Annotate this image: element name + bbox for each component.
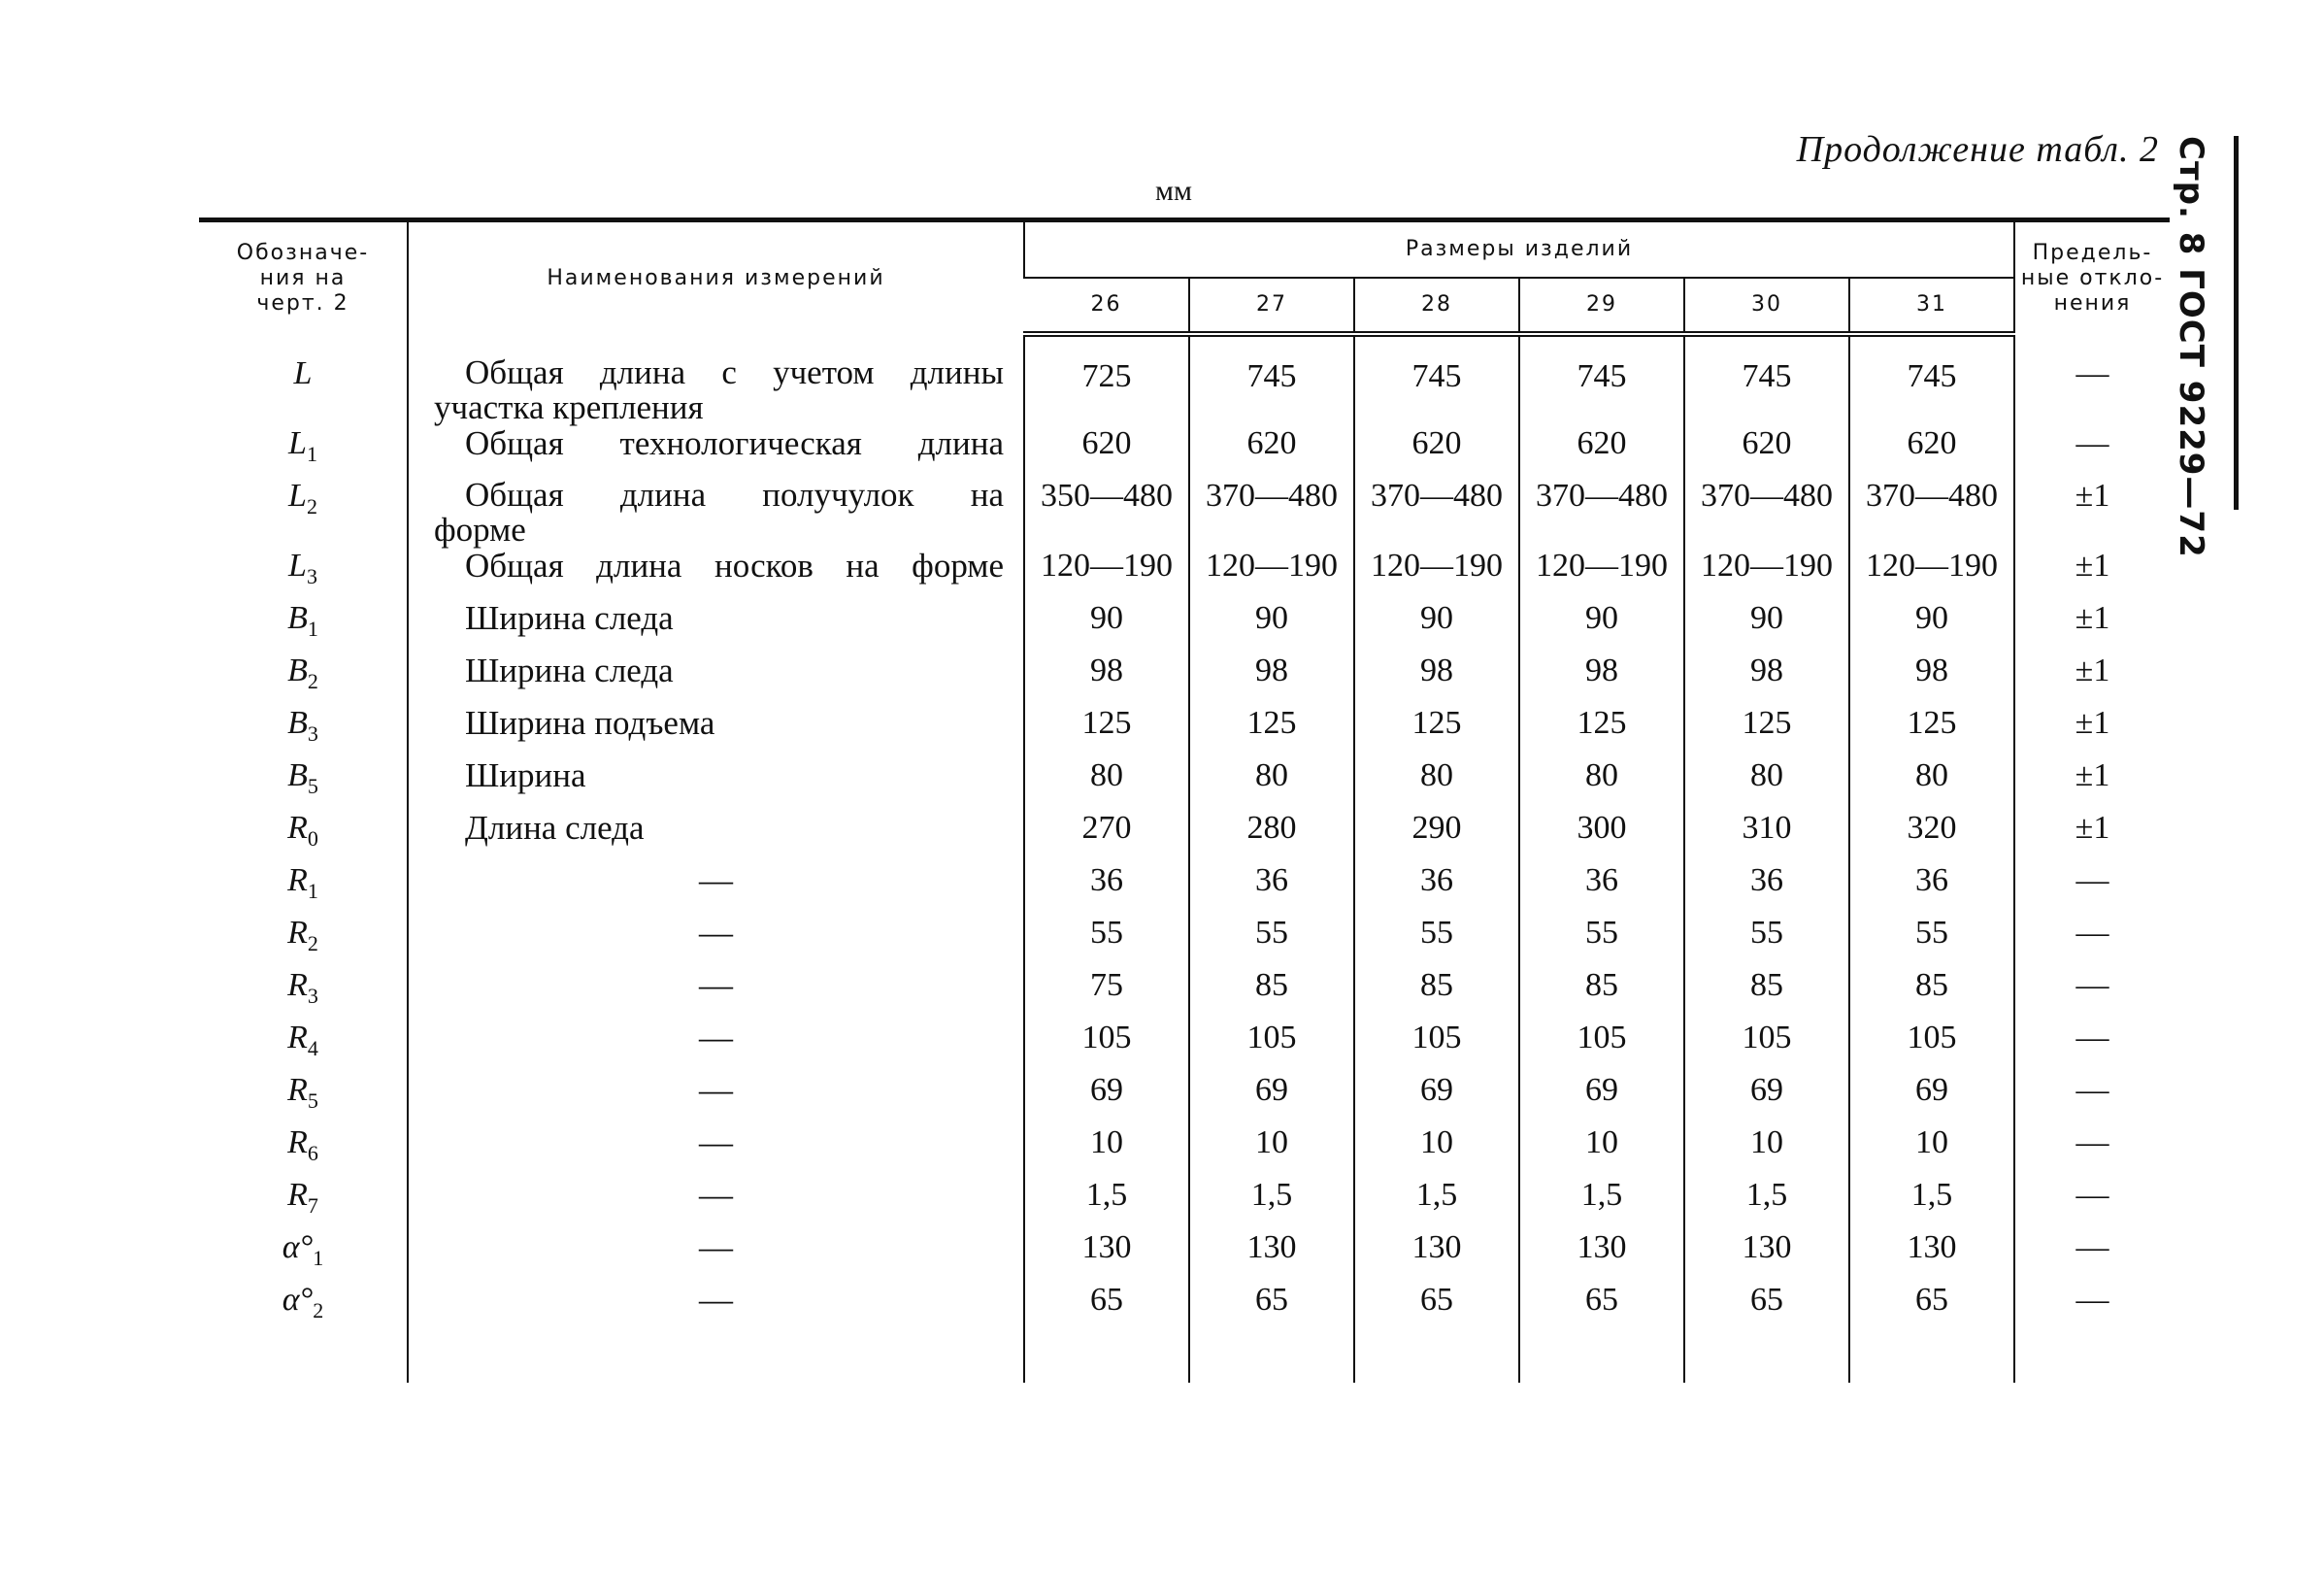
table-body bbox=[199, 334, 2170, 1383]
measurement-name-cell bbox=[408, 600, 1024, 653]
size-value-cell: 370—480 bbox=[1519, 478, 1684, 548]
tolerance-cell: — bbox=[2014, 967, 2170, 1020]
designation-index: 1 bbox=[307, 878, 318, 903]
table-row bbox=[199, 1020, 2170, 1072]
size-value-cell: 620 bbox=[1024, 425, 1189, 478]
designation-symbol: α° bbox=[282, 1229, 314, 1265]
designation-symbol: R bbox=[287, 1177, 308, 1213]
designation-index: 1 bbox=[307, 616, 318, 641]
tolerance-cell: — bbox=[2014, 1020, 2170, 1072]
table-row bbox=[199, 334, 2170, 425]
header-size: 28 bbox=[1354, 278, 1519, 334]
size-value-cell: 85 bbox=[1849, 967, 2014, 1020]
designation-cell bbox=[199, 757, 408, 810]
size-value-cell: 370—480 bbox=[1189, 478, 1354, 548]
designation-cell bbox=[199, 1072, 408, 1124]
table-row bbox=[199, 1282, 2170, 1334]
header-tolerance bbox=[2014, 220, 2170, 335]
size-value-cell: 620 bbox=[1354, 425, 1519, 478]
size-value-cell: 745 bbox=[1849, 334, 2014, 425]
size-value-cell: 55 bbox=[1189, 915, 1354, 967]
table-row bbox=[199, 967, 2170, 1020]
size-value-cell: 130 bbox=[1024, 1229, 1189, 1282]
empty-cell bbox=[1519, 1334, 1684, 1383]
header-designation-line: Обозначе- bbox=[236, 240, 370, 265]
designation-symbol: R bbox=[287, 1124, 308, 1160]
designation-symbol: B bbox=[287, 600, 308, 636]
size-value-cell: 280 bbox=[1189, 810, 1354, 862]
header-size: 26 bbox=[1024, 278, 1189, 334]
size-value-cell: 90 bbox=[1189, 600, 1354, 653]
unit-label: мм bbox=[1155, 175, 1192, 207]
designation-symbol: R bbox=[287, 915, 308, 951]
size-value-cell: 125 bbox=[1684, 705, 1849, 757]
designation-cell bbox=[199, 478, 408, 548]
size-value-cell: 55 bbox=[1354, 915, 1519, 967]
size-value-cell: 75 bbox=[1024, 967, 1189, 1020]
measurement-name: — bbox=[699, 861, 733, 899]
measurement-name-cell bbox=[408, 1177, 1024, 1229]
size-value-cell: 80 bbox=[1684, 757, 1849, 810]
tolerance-cell: — bbox=[2014, 1124, 2170, 1177]
designation-symbol: R bbox=[287, 1072, 308, 1108]
designation-symbol: R bbox=[287, 967, 308, 1003]
size-value-cell: 98 bbox=[1354, 653, 1519, 705]
designation-index: 2 bbox=[313, 1297, 324, 1322]
size-value-cell: 620 bbox=[1189, 425, 1354, 478]
standard-reference: Стр. 8 ГОСТ 9229—72 bbox=[2172, 136, 2210, 558]
measurement-name: Ширина bbox=[465, 756, 586, 794]
size-value-cell: 90 bbox=[1354, 600, 1519, 653]
size-value-cell: 105 bbox=[1024, 1020, 1189, 1072]
designation-symbol: R bbox=[287, 1020, 308, 1055]
size-value-cell: 36 bbox=[1684, 862, 1849, 915]
size-value-cell: 90 bbox=[1684, 600, 1849, 653]
size-value-cell: 36 bbox=[1024, 862, 1189, 915]
header-tolerance-line: ные откло- bbox=[2020, 265, 2165, 290]
measurement-name: Ширина следа bbox=[465, 599, 674, 637]
empty-cell bbox=[1849, 1334, 2014, 1383]
designation-index: 6 bbox=[307, 1140, 318, 1165]
measurement-name-cell bbox=[408, 967, 1024, 1020]
side-rule bbox=[2234, 136, 2239, 510]
tolerance-cell: — bbox=[2014, 1177, 2170, 1229]
designation-index: 2 bbox=[307, 930, 318, 955]
table-row bbox=[199, 915, 2170, 967]
empty-cell bbox=[2014, 1334, 2170, 1383]
empty-cell bbox=[1354, 1334, 1519, 1383]
designation-index: 5 bbox=[307, 773, 318, 798]
designation-cell bbox=[199, 548, 408, 600]
size-value-cell: 120—190 bbox=[1684, 548, 1849, 600]
size-value-cell: 69 bbox=[1684, 1072, 1849, 1124]
table-caption: Продолжение табл. 2 bbox=[1796, 129, 2159, 170]
size-value-cell: 370—480 bbox=[1849, 478, 2014, 548]
designation-symbol: B bbox=[287, 757, 308, 793]
designation-index: 0 bbox=[307, 825, 318, 851]
size-value-cell: 120—190 bbox=[1189, 548, 1354, 600]
size-value-cell: 69 bbox=[1189, 1072, 1354, 1124]
designation-symbol: L bbox=[293, 355, 313, 391]
size-value-cell: 725 bbox=[1024, 334, 1189, 425]
table-row bbox=[199, 757, 2170, 810]
empty-cell bbox=[1024, 1334, 1189, 1383]
size-value-cell: 85 bbox=[1684, 967, 1849, 1020]
tolerance-cell: ±1 bbox=[2014, 757, 2170, 810]
size-value-cell: 65 bbox=[1684, 1282, 1849, 1334]
measurement-name-line: участка крепления bbox=[434, 388, 704, 426]
measurement-name: Ширина подъема bbox=[465, 704, 715, 742]
size-value-cell: 620 bbox=[1849, 425, 2014, 478]
designation-symbol: R bbox=[287, 810, 308, 846]
empty-cell bbox=[408, 1334, 1024, 1383]
size-value-cell: 120—190 bbox=[1024, 548, 1189, 600]
size-value-cell: 69 bbox=[1519, 1072, 1684, 1124]
measurement-name-cell bbox=[408, 334, 1024, 425]
size-value-cell: 98 bbox=[1849, 653, 2014, 705]
size-value-cell: 69 bbox=[1354, 1072, 1519, 1124]
size-value-cell: 130 bbox=[1189, 1229, 1354, 1282]
size-value-cell: 55 bbox=[1849, 915, 2014, 967]
designation-index: 4 bbox=[307, 1035, 318, 1060]
measurement-name: — bbox=[699, 1281, 733, 1319]
designation-symbol: B bbox=[287, 705, 308, 741]
measurement-name-cell bbox=[408, 425, 1024, 478]
measurement-name-cell bbox=[408, 757, 1024, 810]
size-value-cell: 130 bbox=[1519, 1229, 1684, 1282]
designation-cell bbox=[199, 1020, 408, 1072]
table-row bbox=[199, 600, 2170, 653]
measurement-name: — bbox=[699, 1071, 733, 1109]
size-value-cell: 105 bbox=[1189, 1020, 1354, 1072]
size-value-cell: 80 bbox=[1354, 757, 1519, 810]
size-value-cell: 10 bbox=[1024, 1124, 1189, 1177]
size-value-cell: 36 bbox=[1354, 862, 1519, 915]
table-row bbox=[199, 425, 2170, 478]
designation-cell bbox=[199, 1229, 408, 1282]
size-value-cell: 65 bbox=[1519, 1282, 1684, 1334]
header-size: 30 bbox=[1684, 278, 1849, 334]
size-value-cell: 745 bbox=[1684, 334, 1849, 425]
table-row bbox=[199, 1124, 2170, 1177]
tolerance-cell: ±1 bbox=[2014, 810, 2170, 862]
size-value-cell: 10 bbox=[1189, 1124, 1354, 1177]
size-value-cell: 105 bbox=[1519, 1020, 1684, 1072]
size-value-cell: 85 bbox=[1189, 967, 1354, 1020]
size-value-cell: 120—190 bbox=[1849, 548, 2014, 600]
size-value-cell: 80 bbox=[1849, 757, 2014, 810]
tolerance-cell: — bbox=[2014, 334, 2170, 425]
measurement-name-cell bbox=[408, 478, 1024, 548]
designation-cell bbox=[199, 1282, 408, 1334]
measurement-name-cell bbox=[408, 705, 1024, 757]
tolerance-cell: — bbox=[2014, 915, 2170, 967]
size-value-cell: 10 bbox=[1519, 1124, 1684, 1177]
empty-cell bbox=[1189, 1334, 1354, 1383]
measurement-name-cell bbox=[408, 1072, 1024, 1124]
designation-cell bbox=[199, 334, 408, 425]
size-value-cell: 620 bbox=[1684, 425, 1849, 478]
size-value-cell: 98 bbox=[1024, 653, 1189, 705]
tolerance-cell: ±1 bbox=[2014, 548, 2170, 600]
designation-index: 5 bbox=[307, 1088, 318, 1113]
size-value-cell: 69 bbox=[1849, 1072, 2014, 1124]
size-value-cell: 125 bbox=[1024, 705, 1189, 757]
header-size: 29 bbox=[1519, 278, 1684, 334]
measurement-name-cell bbox=[408, 1282, 1024, 1334]
tolerance-cell: — bbox=[2014, 1229, 2170, 1282]
size-value-cell: 745 bbox=[1189, 334, 1354, 425]
table-row bbox=[199, 810, 2170, 862]
tolerance-cell: ±1 bbox=[2014, 600, 2170, 653]
measurement-name: — bbox=[699, 1228, 733, 1266]
size-value-cell: 36 bbox=[1849, 862, 2014, 915]
header-designation bbox=[199, 220, 408, 335]
size-value-cell: 98 bbox=[1519, 653, 1684, 705]
size-value-cell: 120—190 bbox=[1519, 548, 1684, 600]
size-value-cell: 36 bbox=[1519, 862, 1684, 915]
size-value-cell: 98 bbox=[1189, 653, 1354, 705]
size-value-cell: 270 bbox=[1024, 810, 1189, 862]
measurement-name-cell bbox=[408, 548, 1024, 600]
size-value-cell: 350—480 bbox=[1024, 478, 1189, 548]
size-value-cell: 745 bbox=[1519, 334, 1684, 425]
size-value-cell: 85 bbox=[1354, 967, 1519, 1020]
size-value-cell: 36 bbox=[1189, 862, 1354, 915]
header-tolerance-line: нения bbox=[2053, 290, 2132, 316]
size-value-cell: 90 bbox=[1024, 600, 1189, 653]
size-value-cell: 300 bbox=[1519, 810, 1684, 862]
size-value-cell: 55 bbox=[1519, 915, 1684, 967]
size-value-cell: 1,5 bbox=[1354, 1177, 1519, 1229]
header-size: 31 bbox=[1849, 278, 2014, 334]
size-value-cell: 130 bbox=[1354, 1229, 1519, 1282]
tolerance-cell: — bbox=[2014, 862, 2170, 915]
designation-index: 2 bbox=[306, 493, 317, 519]
tolerance-cell: ±1 bbox=[2014, 705, 2170, 757]
measurement-name-cell bbox=[408, 1229, 1024, 1282]
table-row bbox=[199, 1177, 2170, 1229]
size-value-cell: 320 bbox=[1849, 810, 2014, 862]
measurement-name: — bbox=[699, 914, 733, 952]
size-value-cell: 10 bbox=[1849, 1124, 2014, 1177]
designation-cell bbox=[199, 600, 408, 653]
measurement-name-cell bbox=[408, 1020, 1024, 1072]
tolerance-cell: — bbox=[2014, 1282, 2170, 1334]
size-value-cell: 620 bbox=[1519, 425, 1684, 478]
table-row bbox=[199, 1072, 2170, 1124]
size-value-cell: 120—190 bbox=[1354, 548, 1519, 600]
designation-symbol: L bbox=[288, 478, 307, 514]
table-row bbox=[199, 548, 2170, 600]
table-row bbox=[199, 705, 2170, 757]
size-value-cell: 370—480 bbox=[1354, 478, 1519, 548]
measurement-name-cell bbox=[408, 862, 1024, 915]
header-size: 27 bbox=[1189, 278, 1354, 334]
size-value-cell: 65 bbox=[1849, 1282, 2014, 1334]
size-value-cell: 125 bbox=[1849, 705, 2014, 757]
measurement-name: Длина следа bbox=[465, 809, 645, 847]
designation-index: 7 bbox=[307, 1192, 318, 1218]
size-value-cell: 1,5 bbox=[1189, 1177, 1354, 1229]
size-value-cell: 1,5 bbox=[1684, 1177, 1849, 1229]
designation-cell bbox=[199, 653, 408, 705]
designation-symbol: α° bbox=[282, 1282, 314, 1318]
size-value-cell: 80 bbox=[1519, 757, 1684, 810]
designation-cell bbox=[199, 862, 408, 915]
size-value-cell: 745 bbox=[1354, 334, 1519, 425]
size-value-cell: 1,5 bbox=[1519, 1177, 1684, 1229]
size-value-cell: 80 bbox=[1024, 757, 1189, 810]
size-value-cell: 69 bbox=[1024, 1072, 1189, 1124]
size-value-cell: 105 bbox=[1354, 1020, 1519, 1072]
size-value-cell: 80 bbox=[1189, 757, 1354, 810]
size-value-cell: 125 bbox=[1189, 705, 1354, 757]
measurement-name: — bbox=[699, 1019, 733, 1056]
measurement-name: Общая длина носков на форме bbox=[465, 547, 1004, 585]
size-value-cell: 90 bbox=[1519, 600, 1684, 653]
measurement-name-cell bbox=[408, 810, 1024, 862]
table-row bbox=[199, 653, 2170, 705]
size-value-cell: 10 bbox=[1354, 1124, 1519, 1177]
measurement-name: Ширина следа bbox=[465, 652, 674, 689]
size-value-cell: 130 bbox=[1684, 1229, 1849, 1282]
measurement-name: — bbox=[699, 1123, 733, 1161]
designation-index: 1 bbox=[306, 441, 317, 466]
header-name: Наименования измерений bbox=[408, 220, 1024, 335]
size-value-cell: 125 bbox=[1519, 705, 1684, 757]
measurement-name-cell bbox=[408, 915, 1024, 967]
tolerance-cell: ±1 bbox=[2014, 653, 2170, 705]
designation-cell bbox=[199, 705, 408, 757]
size-value-cell: 55 bbox=[1024, 915, 1189, 967]
measurement-name: — bbox=[699, 966, 733, 1004]
header-sizes-group: Размеры изделий bbox=[1024, 220, 2014, 279]
designation-cell bbox=[199, 425, 408, 478]
size-value-cell: 65 bbox=[1189, 1282, 1354, 1334]
designation-cell bbox=[199, 1124, 408, 1177]
size-value-cell: 55 bbox=[1684, 915, 1849, 967]
measurement-name-line: форме bbox=[434, 511, 526, 549]
designation-cell bbox=[199, 915, 408, 967]
measurement-name-cell bbox=[408, 653, 1024, 705]
measurement-name-cell bbox=[408, 1124, 1024, 1177]
designation-cell bbox=[199, 967, 408, 1020]
designation-cell bbox=[199, 1177, 408, 1229]
size-value-cell: 85 bbox=[1519, 967, 1684, 1020]
size-value-cell: 130 bbox=[1849, 1229, 2014, 1282]
size-value-cell: 310 bbox=[1684, 810, 1849, 862]
table-row bbox=[199, 1229, 2170, 1282]
tolerance-cell: — bbox=[2014, 425, 2170, 478]
table-row bbox=[199, 862, 2170, 915]
size-value-cell: 105 bbox=[1684, 1020, 1849, 1072]
measurement-name-line: Общая длина с учетом длины bbox=[465, 353, 1004, 391]
header-tolerance-line: Предель- bbox=[2032, 240, 2153, 265]
table-header bbox=[199, 220, 2170, 335]
size-value-cell: 1,5 bbox=[1024, 1177, 1189, 1229]
designation-symbol: L bbox=[288, 425, 307, 461]
measurement-name-line: Общая длина получулок на bbox=[465, 476, 1004, 514]
size-value-cell: 1,5 bbox=[1849, 1177, 2014, 1229]
designation-cell bbox=[199, 810, 408, 862]
table-bottom-spacer bbox=[199, 1334, 2170, 1383]
size-value-cell: 65 bbox=[1024, 1282, 1189, 1334]
designation-index: 3 bbox=[307, 983, 318, 1008]
size-value-cell: 105 bbox=[1849, 1020, 2014, 1072]
empty-cell bbox=[199, 1334, 408, 1383]
designation-symbol: B bbox=[287, 653, 308, 688]
size-value-cell: 65 bbox=[1354, 1282, 1519, 1334]
header-designation-line: ния на bbox=[259, 265, 347, 290]
table-row bbox=[199, 478, 2170, 548]
tolerance-cell: — bbox=[2014, 1072, 2170, 1124]
size-value-cell: 10 bbox=[1684, 1124, 1849, 1177]
tolerance-cell: ±1 bbox=[2014, 478, 2170, 548]
size-value-cell: 125 bbox=[1354, 705, 1519, 757]
measurement-name: Общая технологическая длина bbox=[465, 424, 1004, 462]
size-value-cell: 290 bbox=[1354, 810, 1519, 862]
designation-index: 3 bbox=[306, 563, 317, 588]
empty-cell bbox=[1684, 1334, 1849, 1383]
header-designation-line: черт. 2 bbox=[256, 290, 349, 316]
designation-index: 2 bbox=[307, 668, 318, 693]
designation-symbol: L bbox=[288, 548, 307, 584]
size-value-cell: 90 bbox=[1849, 600, 2014, 653]
measurement-name: — bbox=[699, 1176, 733, 1214]
designation-symbol: R bbox=[287, 862, 308, 898]
designation-index: 3 bbox=[307, 720, 318, 746]
dimensions-table bbox=[199, 218, 2170, 1383]
designation-index: 1 bbox=[313, 1245, 324, 1270]
size-value-cell: 98 bbox=[1684, 653, 1849, 705]
size-value-cell: 370—480 bbox=[1684, 478, 1849, 548]
